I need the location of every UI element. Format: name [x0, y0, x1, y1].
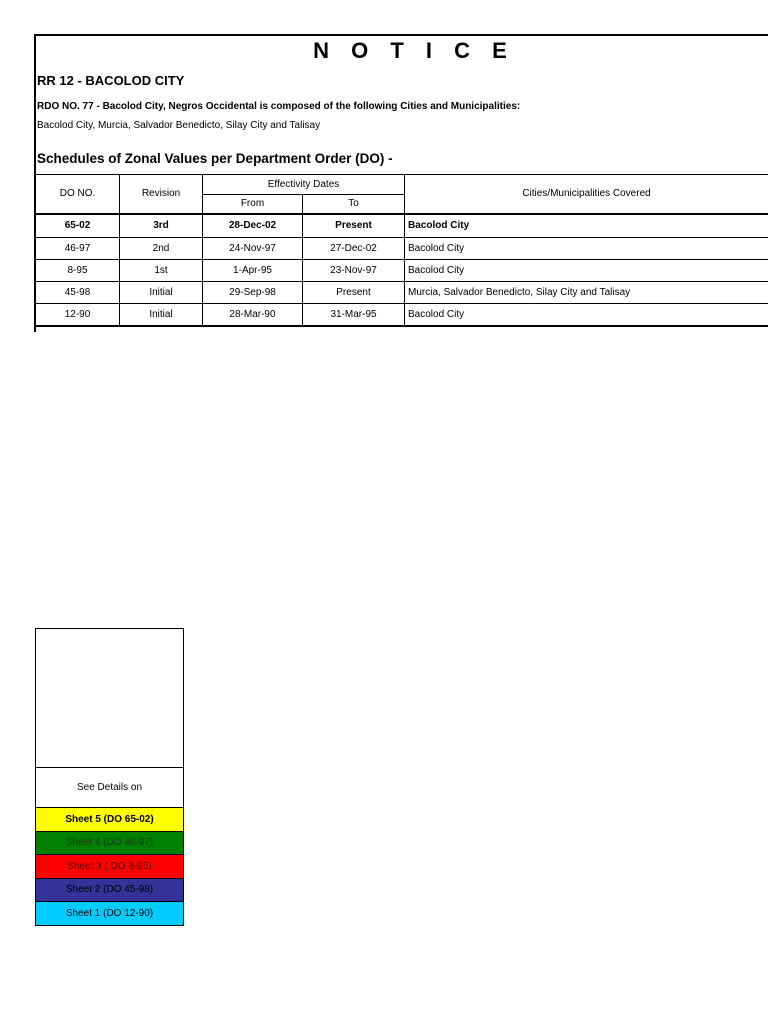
- header-do-no: DO NO.: [36, 175, 120, 214]
- table-row: [36, 282, 768, 304]
- table-row: [36, 304, 768, 326]
- cell-to: 23-Nov-97: [303, 260, 405, 282]
- cell-from: 1-Apr-95: [203, 260, 303, 282]
- cell-revision: Initial: [120, 304, 203, 326]
- cell-revision: 1st: [120, 260, 203, 282]
- header-from: From: [203, 195, 303, 214]
- zonal-values-table: [35, 174, 768, 327]
- region-title: RR 12 - BACOLOD CITY: [37, 73, 185, 88]
- legend-sheet-link[interactable]: Sheet 4 (DO 46-97): [35, 832, 184, 856]
- cell-do-no: 46-97: [36, 238, 120, 260]
- cell-revision: 3rd: [120, 214, 203, 238]
- legend-sheet-link[interactable]: Sheet 2 (DO 45-98): [35, 879, 184, 903]
- cell-from: 24-Nov-97: [203, 238, 303, 260]
- cell-do-no: 8-95: [36, 260, 120, 282]
- table-row: [36, 260, 768, 282]
- cell-cities: Bacolod City: [405, 238, 768, 260]
- cell-do-no: 12-90: [36, 304, 120, 326]
- header-effectivity-dates: Effectivity Dates: [203, 175, 405, 195]
- legend-sheet-link[interactable]: Sheet 5 (DO 65-02): [35, 808, 184, 832]
- legend-blank-area: [35, 628, 184, 767]
- cell-cities: Bacolod City: [405, 214, 768, 238]
- legend-header: See Details on: [35, 767, 184, 808]
- cell-from: 28-Dec-02: [203, 214, 303, 238]
- cell-do-no: 45-98: [36, 282, 120, 304]
- cell-to: Present: [303, 214, 405, 238]
- cell-cities: Bacolod City: [405, 260, 768, 282]
- header-cities-covered: Cities/Municipalities Covered: [405, 175, 768, 214]
- table-row: [36, 238, 768, 260]
- legend-sheet-link[interactable]: Sheet 3 ( DO 8-95): [35, 855, 184, 879]
- cell-to: Present: [303, 282, 405, 304]
- cell-to: 31-Mar-95: [303, 304, 405, 326]
- cell-revision: Initial: [120, 282, 203, 304]
- notice-title: N O T I C E: [313, 38, 515, 63]
- table-row: [36, 214, 768, 238]
- cell-revision: 2nd: [120, 238, 203, 260]
- sheet-legend: [35, 628, 184, 926]
- cell-cities: Bacolod City: [405, 304, 768, 326]
- schedule-title: Schedules of Zonal Values per Department Order (DO) -: [37, 151, 393, 166]
- cell-from: 28-Mar-90: [203, 304, 303, 326]
- rdo-description: RDO NO. 77 - Bacolod City, Negros Occidental is composed of the following Cities and Municipalities:: [37, 101, 521, 112]
- cell-from: 29-Sep-98: [203, 282, 303, 304]
- cell-cities: Murcia, Salvador Benedicto, Silay City and Talisay: [405, 282, 768, 304]
- legend-sheet-link[interactable]: Sheet 1 (DO 12-90): [35, 902, 184, 926]
- cell-do-no: 65-02: [36, 214, 120, 238]
- header-to: To: [303, 195, 405, 214]
- cities-list: Bacolod City, Murcia, Salvador Benedicto, Silay City and Talisay: [37, 120, 321, 131]
- header-revision: Revision: [120, 175, 203, 214]
- cell-to: 27-Dec-02: [303, 238, 405, 260]
